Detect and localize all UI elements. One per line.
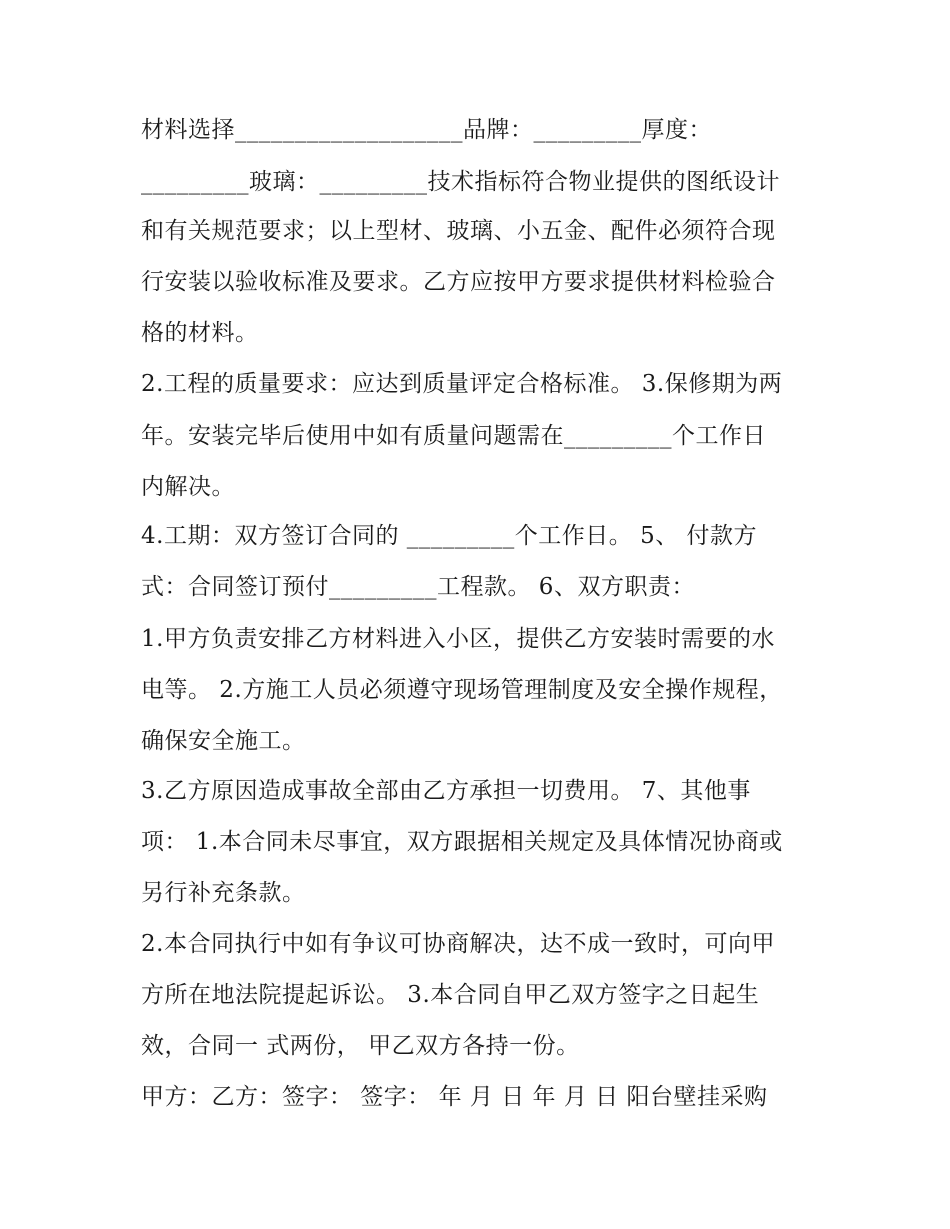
text-line-4: 行安装以验收标准及要求。乙方应按甲方要求提供材料检验合 bbox=[141, 269, 776, 295]
text-line-15: 项： 1.本合同未尽事宜，双方跟据相关规定及具体情况协商或 bbox=[141, 829, 783, 855]
text-line-10: 式：合同签订预付_________工程款。 6、双方职责： bbox=[141, 574, 695, 600]
text-line-5: 格的材料。 bbox=[141, 320, 259, 346]
text-line-6: 2.工程的质量要求：应达到质量评定合格标准。 3.保修期为两 bbox=[141, 371, 783, 397]
text-line-13: 确保安全施工。 bbox=[141, 728, 306, 754]
text-line-8: 内解决。 bbox=[141, 474, 235, 500]
text-line-20: 甲方：乙方：签字： 签字： 年 月 日 年 月 日 阳台壁挂采购 bbox=[141, 1084, 768, 1110]
text-line-9: 4.工期：双方签订合同的 _________个工作日。 5、 付款方 bbox=[141, 523, 758, 549]
text-line-16: 另行补充条款。 bbox=[141, 880, 306, 906]
text-line-7: 年。安装完毕后使用中如有质量问题需在_________个工作日 bbox=[141, 423, 766, 449]
text-line-12: 电等。 2.方施工人员必须遵守现场管理制度及安全操作规程， bbox=[141, 677, 783, 703]
text-line-14: 3.乙方原因造成事故全部由乙方承担一切费用。 7、其他事 bbox=[141, 778, 751, 804]
text-line-17: 2.本合同执行中如有争议可协商解决，达不成一致时，可向甲 bbox=[141, 931, 775, 957]
text-line-3: 和有关规范要求；以上型材、玻璃、小五金、配件必须符合现 bbox=[141, 218, 776, 244]
text-line-2: _________玻璃：_________技术指标符合物业提供的图纸设计 bbox=[141, 169, 780, 195]
text-line-19: 效，合同一 式两份， 甲乙双方各持一份。 bbox=[141, 1033, 580, 1059]
text-line-18: 方所在地法院提起诉讼。 3.本合同自甲乙双方签字之日起生 bbox=[141, 982, 760, 1008]
text-line-11: 1.甲方负责安排乙方材料进入小区，提供乙方安装时需要的水 bbox=[141, 626, 775, 652]
text-line-1: 材料选择___________________品牌：_________厚度： bbox=[141, 117, 712, 143]
